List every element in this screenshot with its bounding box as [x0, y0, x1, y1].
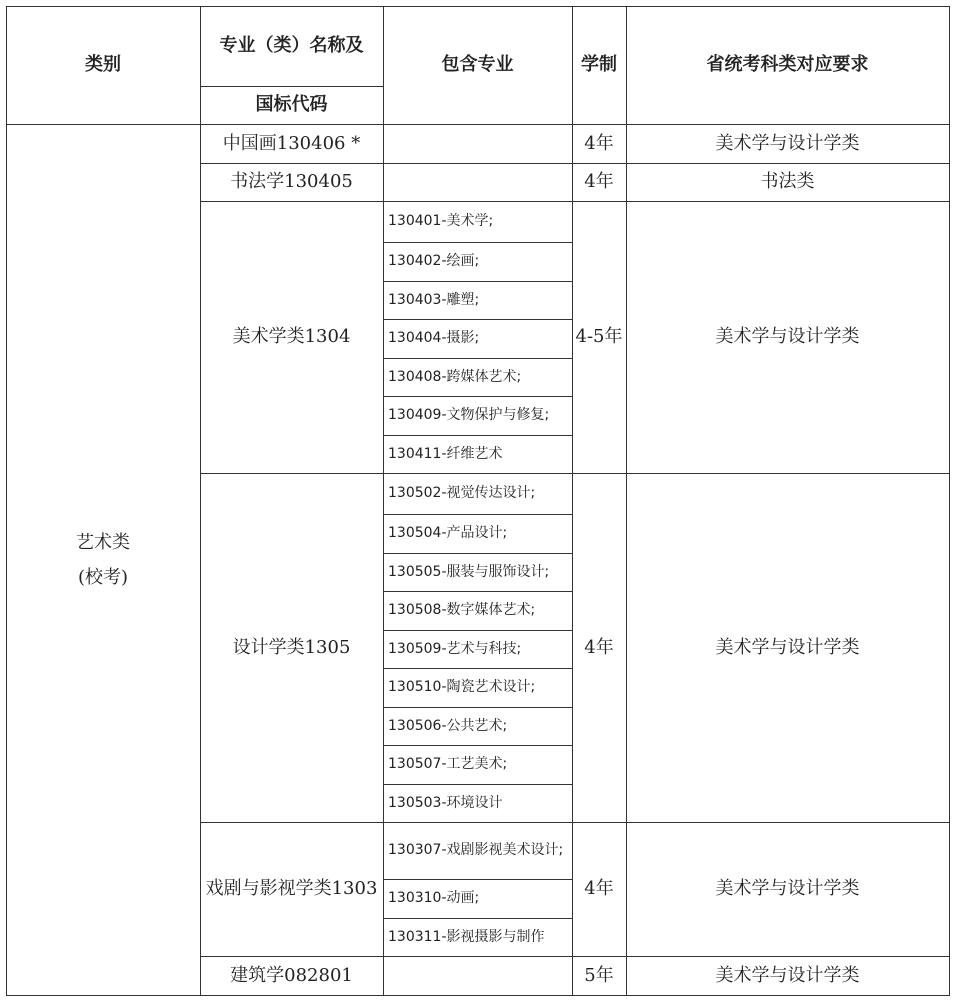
included-major-item: 130505-服装与服饰设计;: [388, 563, 550, 580]
included-major-item: 130506-公共艺术;: [388, 717, 508, 734]
duration-cell: 4年: [584, 171, 614, 193]
included-major-item: 130508-数字媒体艺术;: [388, 602, 536, 619]
included-major-item: 130310-动画;: [388, 890, 480, 907]
header-major-name: 专业（类）名称及: [219, 35, 364, 57]
grid-line: [949, 6, 950, 996]
header-duration: 学制: [581, 54, 617, 76]
included-major-item: 130402-绘画;: [388, 253, 480, 270]
included-major-item: 130509-艺术与科技;: [388, 640, 522, 657]
header-included: 包含专业: [441, 54, 514, 76]
included-major-item: 130510-陶瓷艺术设计;: [388, 679, 536, 696]
requirement-cell: 美术学与设计学类: [715, 132, 860, 154]
included-major-item: 130307-戏剧影视美术设计;: [388, 842, 564, 859]
included-major-item: 130404-摄影;: [388, 330, 480, 347]
major-name-cell: 中国画130406 *: [222, 132, 361, 154]
included-major-item: 130408-跨媒体艺术;: [388, 368, 522, 385]
major-name-cell: 戏剧与影视学类1303: [205, 878, 378, 900]
header-category: 类别: [85, 54, 121, 76]
requirement-cell: 书法类: [760, 171, 815, 193]
requirement-cell: 美术学与设计学类: [715, 326, 860, 348]
included-major-item: 130502-视觉传达设计;: [388, 485, 536, 502]
included-major-item: 130401-美术学;: [388, 213, 494, 230]
included-major-item: 130504-产品设计;: [388, 525, 508, 542]
included-major-item: 130503-环境设计: [388, 794, 503, 811]
category-cell: [6, 124, 200, 996]
major-name-cell: 书法学130405: [230, 171, 353, 193]
duration-cell: 4年: [584, 132, 614, 154]
duration-cell: 5年: [584, 965, 614, 987]
duration-cell: 4-5年: [575, 326, 623, 348]
category-line2: (校考): [77, 567, 129, 588]
included-major-item: 130311-影视摄影与制作: [388, 928, 545, 945]
duration-cell: 4年: [584, 878, 614, 900]
included-major-item: 130403-雕塑;: [388, 291, 480, 308]
requirement-cell: 美术学与设计学类: [715, 636, 860, 658]
requirement-cell: 美术学与设计学类: [715, 878, 860, 900]
duration-cell: 4年: [584, 636, 614, 658]
header-code: 国标代码: [255, 94, 328, 116]
major-name-cell: 美术学类1304: [232, 326, 351, 348]
included-major-item: 130507-工艺美术;: [388, 756, 508, 773]
header-requirement: 省统考科类对应要求: [706, 54, 869, 76]
included-major-item: 130411-纤维艺术: [388, 445, 503, 462]
category-line1: 艺术类: [76, 531, 130, 553]
major-name-cell: 设计学类1305: [232, 636, 351, 658]
major-name-cell: 建筑学082801: [230, 965, 353, 987]
requirement-cell: 美术学与设计学类: [715, 965, 860, 987]
included-major-item: 130409-文物保护与修复;: [388, 407, 550, 424]
